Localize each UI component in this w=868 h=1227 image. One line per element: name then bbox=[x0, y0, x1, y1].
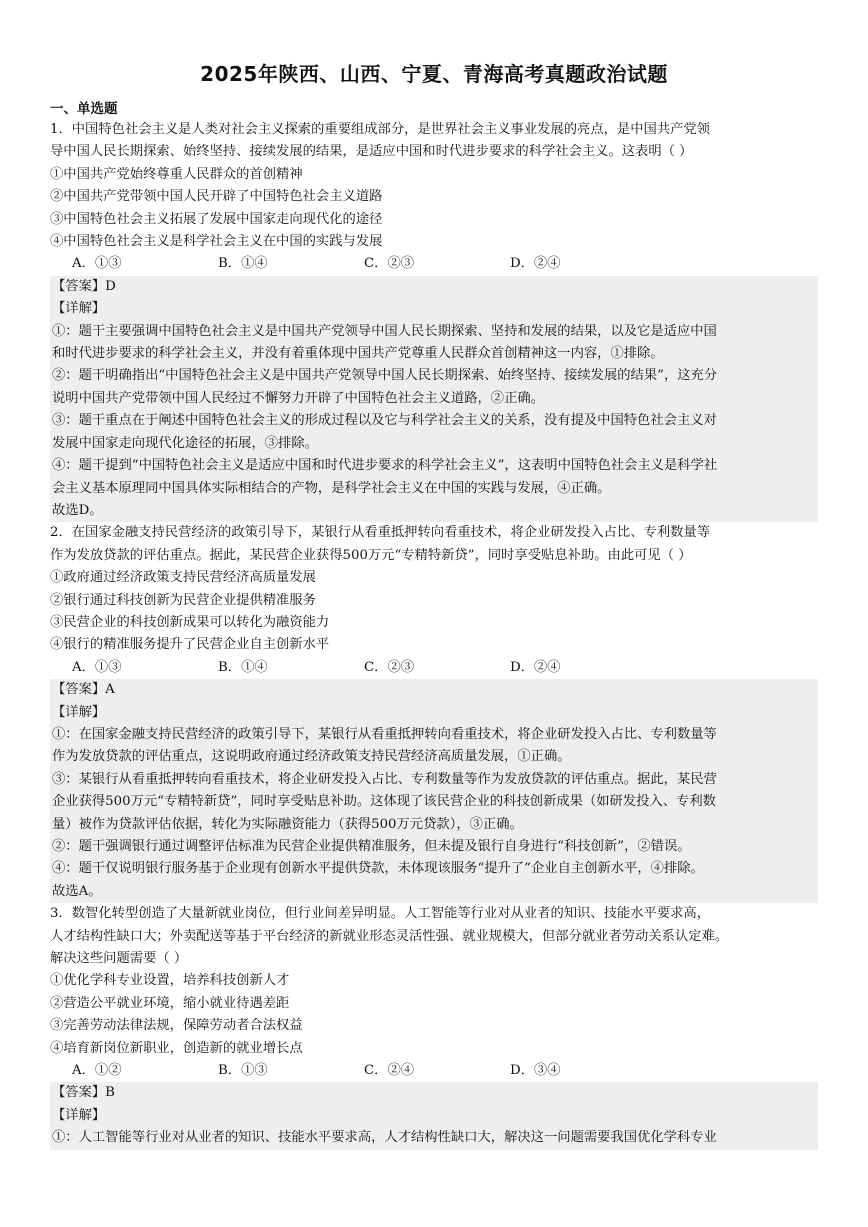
analysis-line: ④：题干仅说明银行服务基于企业现有创新水平提供贷款，未体现该服务“提升了”企业自主创新水平，④排除。 bbox=[52, 861, 704, 877]
answer-options bbox=[50, 657, 818, 679]
answer-line: 【答案】A bbox=[52, 682, 115, 698]
answer-block bbox=[50, 276, 818, 522]
analysis-line: ③：题干重点在于阐述中国特色社会主义的形成过程以及它与科学社会主义的关系，没有提及中国特色社会主义对 bbox=[52, 413, 717, 429]
analysis-line: ①：题干主要强调中国特色社会主义是中国共产党领导中国人民长期探索、坚持和发展的结果，以及它是适应中国 bbox=[52, 323, 717, 339]
analysis-line: ①：人工智能等行业对从业者的知识、技能水平要求高，人才结构性缺口大，解决这一问题需要我国优化学科专业 bbox=[52, 1130, 717, 1146]
option-a: A．①③ bbox=[72, 256, 122, 272]
statement-item: ②中国共产党带领中国人民开辟了中国特色社会主义道路 bbox=[50, 189, 383, 205]
answer-block bbox=[50, 1082, 818, 1149]
option-b: B．①③ bbox=[218, 1063, 268, 1079]
option-c: C．②③ bbox=[364, 256, 415, 272]
question-stem-line: 人才结构性缺口大；外卖配送等基于平台经济的新就业形态灵活性强、就业规模大，但部分就业者劳动关系认定难。 bbox=[50, 928, 729, 944]
question-stem-line: 解决这些问题需要（ ） bbox=[50, 951, 188, 967]
question-1 bbox=[50, 119, 818, 522]
question-2 bbox=[50, 522, 818, 903]
question-stem-line: 2．在国家金融支持民营经济的政策引导下，某银行从看重抵押转向看重技术，将企业研发投入占比、专利数量等 bbox=[50, 525, 711, 541]
analysis-line: 说明中国共产党带领中国人民经过不懈努力开辟了中国特色社会主义道路，②正确。 bbox=[52, 390, 544, 406]
statement-item: ③民营企业的科技创新成果可以转化为融资能力 bbox=[50, 614, 330, 630]
analysis-line: ②：题干强调银行通过调整评估标准为民营企业提供精准服务，但未提及银行自身进行“科技创新”，②错误。 bbox=[52, 839, 691, 854]
analysis-line: ②：题干明确指出“中国特色社会主义是中国共产党领导中国人民长期探索、始终坚持、接续发展的结果”，这充分 bbox=[52, 368, 718, 384]
question-stem-line: 1．中国特色社会主义是人类对社会主义探索的重要组成部分，是世界社会主义事业发展的亮点，是中国共产党领 bbox=[50, 122, 711, 137]
detail-label: 【详解】 bbox=[52, 1107, 106, 1123]
analysis-line: 企业获得500万元“专精特新贷”，同时享受贴息补助。这体现了该民营企业的科技创新成果（如研发投入、专利数 bbox=[52, 794, 716, 810]
statement-item: ②银行通过科技创新为民营企业提供精准服务 bbox=[50, 592, 316, 608]
analysis-line: 量）被作为贷款评估依据，转化为实际融资能力（获得500万元贷款），③正确。 bbox=[52, 816, 523, 832]
question-stem-line: 作为发放贷款的评估重点。据此，某民营企业获得500万元“专精特新贷”，同时享受贴息补助。由此可见（ ） bbox=[50, 547, 692, 563]
statement-item: ③中国特色社会主义拓展了发展中国家走向现代化的途径 bbox=[50, 211, 383, 227]
section-heading: 一、单选题 bbox=[50, 101, 118, 117]
analysis-line: 故选A。 bbox=[52, 883, 102, 899]
answer-options bbox=[50, 1060, 818, 1082]
answer-line: 【答案】B bbox=[52, 1085, 115, 1101]
statement-item: ④中国特色社会主义是科学社会主义在中国的实践与发展 bbox=[50, 234, 383, 250]
detail-label: 【详解】 bbox=[52, 704, 106, 720]
option-a: A．①③ bbox=[72, 659, 122, 675]
option-a: A．①② bbox=[72, 1063, 122, 1079]
statement-item: ①优化学科专业设置，培养科技创新人才 bbox=[50, 973, 290, 989]
analysis-line: ④：题干提到“中国特色社会主义是适应中国和时代进步要求的科学社会主义”，这表明中国特色社会主义是科学社 bbox=[52, 458, 718, 474]
analysis-line: 作为发放贷款的评估重点，这说明政府通过经济政策支持民营经济高质量发展，①正确。 bbox=[52, 749, 571, 765]
page-title: 2025年陕西、山西、宁夏、青海高考真题政治试题 bbox=[200, 62, 668, 86]
option-d: D．③④ bbox=[510, 1063, 561, 1079]
analysis-line: 故选D。 bbox=[52, 502, 103, 518]
statement-item: ③完善劳动法律法规，保障劳动者合法权益 bbox=[50, 1018, 303, 1034]
question-stem-line: 导中国人民长期探索、始终坚持、接续发展的结果，是适应中国和时代进步要求的科学社会主义。这表明（ ） bbox=[50, 144, 693, 160]
answer-block bbox=[50, 679, 818, 903]
statement-item: ②营造公平就业环境，缩小就业待遇差距 bbox=[50, 995, 290, 1011]
question-stem-line: 3．数智化转型创造了大量新就业岗位，但行业间差异明显。人工智能等行业对从业者的知识、技能水平要求高， bbox=[50, 906, 711, 922]
statement-item: ④银行的精准服务提升了民营企业自主创新水平 bbox=[50, 637, 330, 653]
option-d: D．②④ bbox=[510, 256, 561, 272]
statement-item: ④培育新岗位新职业，创造新的就业增长点 bbox=[50, 1040, 303, 1056]
statement-item: ①中国共产党始终尊重人民群众的首创精神 bbox=[50, 166, 303, 182]
option-b: B．①④ bbox=[218, 256, 268, 272]
option-d: D．②④ bbox=[510, 659, 561, 675]
detail-label: 【详解】 bbox=[52, 301, 106, 317]
analysis-line: 发展中国家走向现代化途径的拓展，③排除。 bbox=[52, 435, 318, 451]
answer-options bbox=[50, 253, 818, 275]
option-c: C．②③ bbox=[364, 659, 415, 675]
option-c: C．②④ bbox=[364, 1063, 415, 1079]
analysis-line: 会主义基本原理同中国具体实际相结合的产物，是科学社会主义在中国的实践与发展，④正确。 bbox=[52, 480, 611, 496]
question-3 bbox=[50, 903, 818, 1149]
analysis-line: 和时代进步要求的科学社会主义，并没有着重体现中国共产党尊重人民群众首创精神这一内容，①排除。 bbox=[52, 346, 664, 362]
statement-item: ①政府通过经济政策支持民营经济高质量发展 bbox=[50, 570, 316, 586]
analysis-line: ①：在国家金融支持民营经济的政策引导下，某银行从看重抵押转向看重技术，将企业研发投入占比、专利数量等 bbox=[52, 726, 717, 742]
analysis-line: ③：某银行从看重抵押转向看重技术，将企业研发投入占比、专利数量等作为发放贷款的评估重点。据此，某民营 bbox=[52, 771, 717, 787]
option-b: B．①④ bbox=[218, 659, 268, 675]
answer-line: 【答案】D bbox=[52, 278, 116, 294]
